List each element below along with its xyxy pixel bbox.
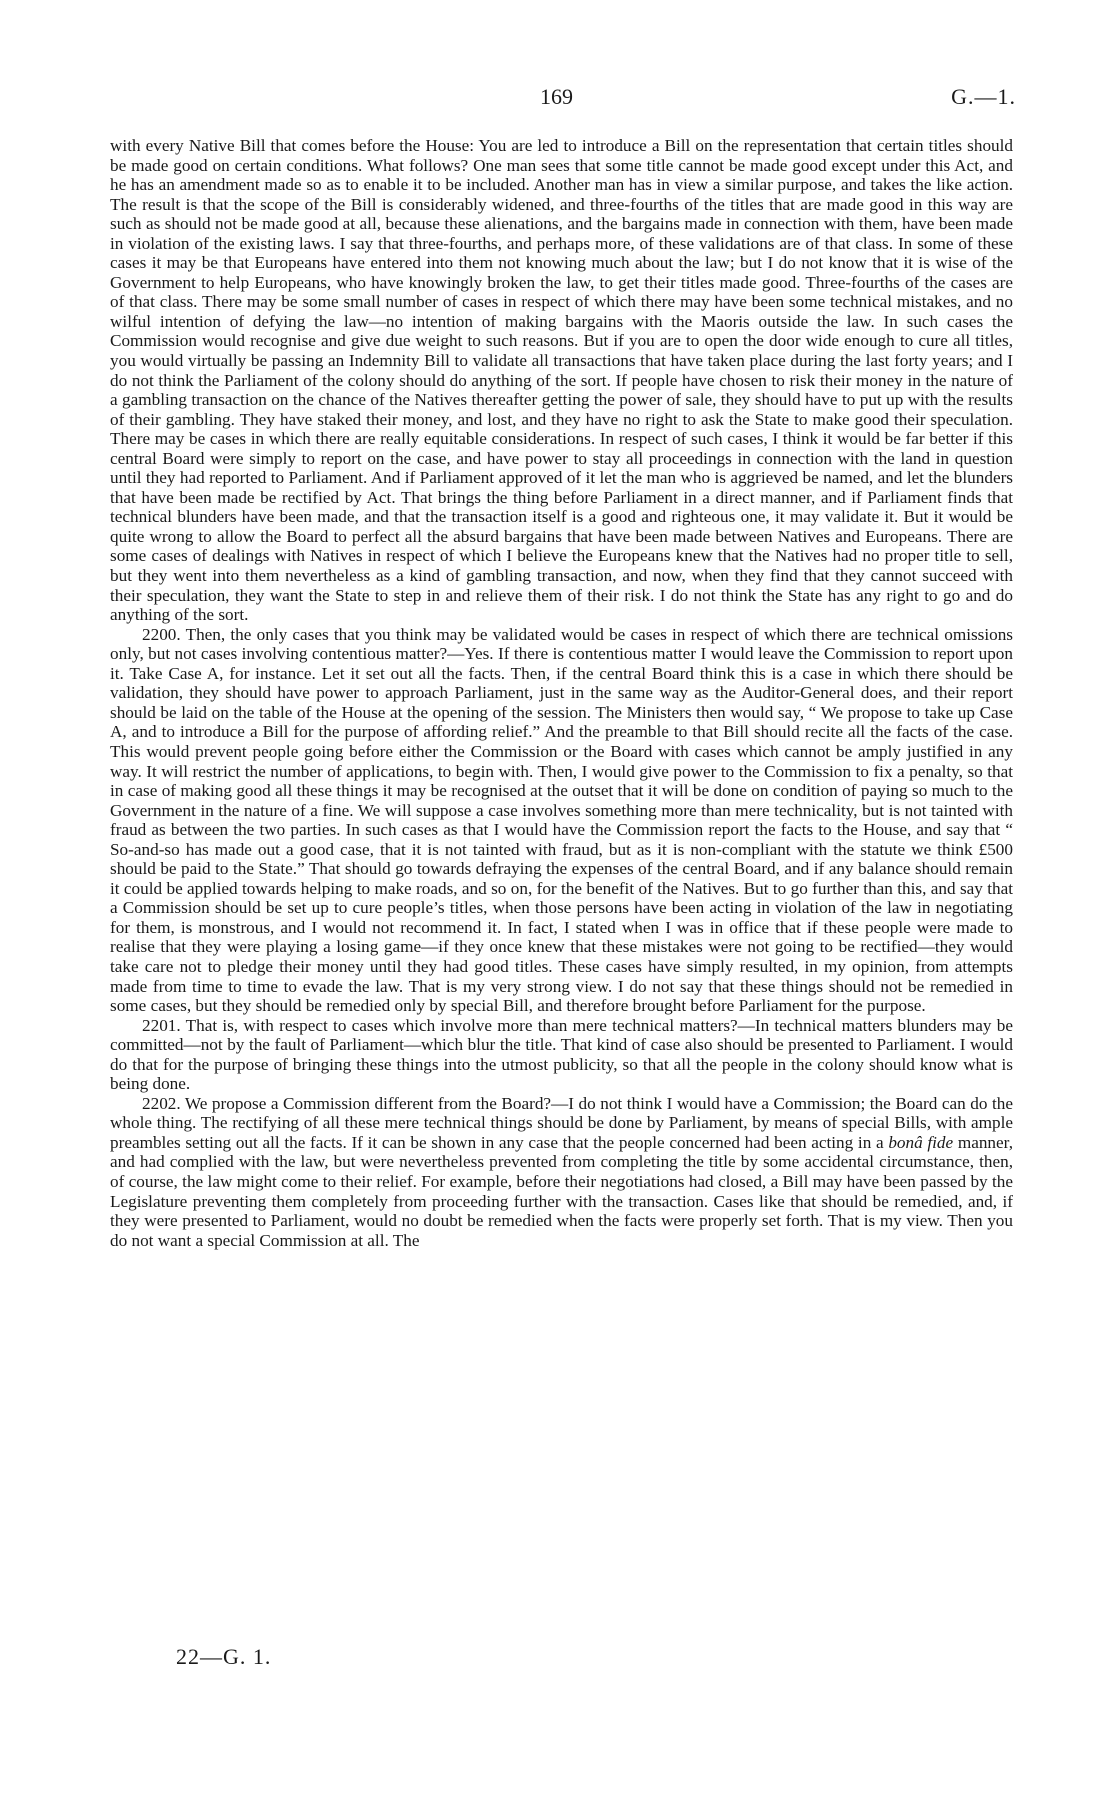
paragraph-2202-part-2: manner, and had complied with the law, but were nevertheless prevented from completing the title by some accidental circumstance, then, of course, the law might come to their relief. For example, before their negotiations had closed, a Bill may have been passed by the Legislature preventing them completely from proceeding further with the transaction. Cases like that should be remedied, and, if they were presented to Parliament, would no doubt be remedied when the facts were properly set forth. That is my view. Then you do not want a special Commission at all. The bbox=[110, 1132, 1013, 1250]
bona-fide-italic: bonâ fide bbox=[888, 1132, 954, 1152]
body-text bbox=[110, 136, 1013, 1250]
paragraph-2201: 2201. That is, with respect to cases which involve more than mere technical matters?—In technical matters blunders may be committed—not by the fault of Parliament—which blur the title. That kind of case also should be presented to Parliament. I would do that for the purpose of bringing these things into the utmost publicity, so that all the people in the colony should know what is being done. bbox=[110, 1015, 1013, 1094]
document-reference: G.—1. bbox=[951, 84, 1016, 109]
paragraph-2202 bbox=[110, 1094, 1013, 1250]
page-number: 169 bbox=[540, 84, 573, 109]
paragraph-2200: 2200. Then, the only cases that you think may be validated would be cases in respect of which there are technical omissions only, but not cases involving contentious matter?—Yes. If there is contentious matter I would leave the Commission to report upon it. Take Case A, for instance. Let it set out all the facts. Then, if the central Board think this is a case in which there should be validation, they should have power to approach Parliament, just in the same way as the Auditor-General does, and their report should be laid on the table of the House at the opening of the session. The Ministers then would say, “ We propose to take up Case A, and to introduce a Bill for the purpose of affording relief.” And the preamble to that Bill should recite all the facts of the case. This would prevent people going before either the Commission or the Board with cases which cannot be amply justified in any way. It will restrict the number of applications, to begin with. Then, I would give power to the Commission to fix a penalty, so that in case of making good all these things it may be recognised at the outset that it will be done on condition of paying so much to the Government in the nature of a fine. We will suppose a case involves something more than mere technicality, but is not tainted with fraud as between the two parties. In such cases as that I would have the Commission report the facts to the House, and say that “ So-and-so has made out a good case, that it is not tainted with fraud, but as it is non-compliant with the statute we think £500 should be paid to the State.” That should go towards defraying the expenses of the central Board, and if any balance should remain it could be applied towards helping to make roads, and so on, for the benefit of the Natives. But to go further than this, and say that a Commission should be set up to cure people’s titles, when those persons have been acting in violation of the law in negotiating for them, is monstrous, and I would not recommend it. In fact, I stated when I was in office that if these people were made to realise that they were playing a losing game—if they once knew that these mistakes were not going to be rectified—they would take care not to pledge their money until they had good titles. These cases have simply resulted, in my opinion, from attempts made from time to time to evade the law. That is my very strong view. I do not say that these things should not be remedied in some cases, but they should be remedied only by special Bill, and therefore brought before Parliament for the purpose. bbox=[110, 624, 1013, 1016]
signature-mark: 22—G. 1. bbox=[176, 1644, 272, 1669]
paragraph-continuation: with every Native Bill that comes before the House: You are led to introduce a Bill on the representation that certain titles should be made good on certain conditions. What follows? One man sees that some title cannot be made good except under this Act, and he has an amendment made so as to enable it to be included. Another man has in view a similar purpose, and takes the like action. The result is that the scope of the Bill is considerably widened, and three-fourths of the titles that are made good in this way are such as should not be made good at all, because these alienations, and the bargains made in connection with them, have been made in violation of the existing laws. I say that three-fourths, and perhaps more, of these validations are of that class. In some of these cases it may be that Europeans have entered into them not knowing much about the law; but I do not know that it is wise of the Government to help Europeans, who have knowingly broken the law, to get their titles made good. Three-fourths of the cases are of that class. There may be some small number of cases in respect of which there may have been some technical mistakes, and no wilful intention of defying the law—no intention of making bargains with the Maoris outside the law. In such cases the Commission would recognise and give due weight to such reasons. But if you are to open the door wide enough to cure all titles, you would virtually be passing an Indemnity Bill to validate all transactions that have taken place during the last forty years; and I do not think the Parliament of the colony should do anything of the sort. If people have chosen to risk their money in the nature of a gambling transaction on the chance of the Natives thereafter getting the power of sale, they should have to put up with the results of their gambling. They have staked their money, and lost, and they have no right to ask the State to make good their speculation. There may be cases in which there are really equitable considerations. In respect of such cases, I think it would be far better if this central Board were simply to report on the case, and have power to stay all proceedings in connection with the land in question until they had reported to Parliament. And if Parliament approved of it let the man who is aggrieved be named, and let the blunders that have been made be rectified by Act. That brings the thing before Parliament in a direct manner, and if Parliament finds that technical blunders have been made, and that the transaction itself is a good and righteous one, it may validate it. But it would be quite wrong to allow the Board to perfect all the absurd bargains that have been made between Natives and Europeans. There are some cases of dealings with Natives in respect of which I believe the Europeans knew that the Natives had no proper title to sell, but they went into them nevertheless as a kind of gambling transaction, and now, when they find that they cannot succeed with their speculation, they want the State to step in and relieve them of their risk. I do not think the State has any right to go and do anything of the sort. bbox=[110, 136, 1013, 625]
paragraph-2202-part-1: 2202. We propose a Commission different from the Board?—I do not think I would have a Commission; the Board can do the whole thing. The rectifying of all these mere technical things should be done by Parliament, by means of special Bills, with ample preambles setting out all the facts. If it can be shown in any case that the people concerned had been acting in a bbox=[110, 1093, 1013, 1152]
page-header bbox=[0, 84, 1114, 114]
